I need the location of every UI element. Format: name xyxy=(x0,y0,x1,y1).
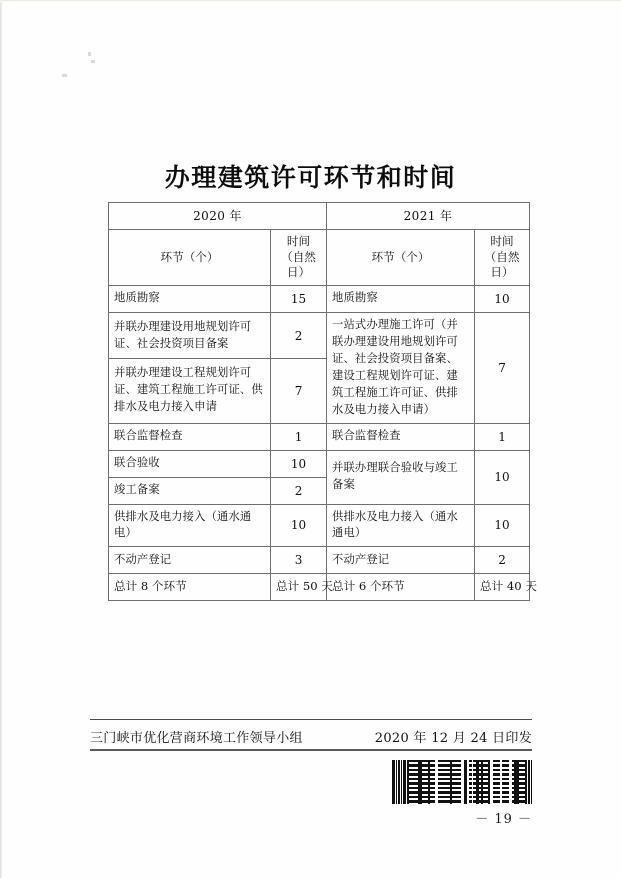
footer-issue-date: 2020 年 12 月 24 日印发 xyxy=(374,730,532,746)
stage-2020: 并联办理建设工程规划许可证、建筑工程施工许可证、供排水及电力接入申请 xyxy=(109,359,271,423)
header-time-2021-line1: 时间 xyxy=(490,234,514,248)
table-row xyxy=(109,504,530,547)
header-time-2020-line1: 时间 xyxy=(286,234,311,248)
table-row xyxy=(109,450,530,477)
footer-organization: 三门峡市优化营商环境工作领导小组 xyxy=(90,730,303,746)
scan-edge-top xyxy=(0,0,621,2)
header-year-2020: 2020 年 xyxy=(109,203,327,230)
days-2021: 1 xyxy=(475,423,530,450)
permit-process-table-wrapper xyxy=(108,202,537,601)
stage-2021-merged: 并联办理联合验收与竣工备案 xyxy=(327,450,475,504)
scan-artifact-speck xyxy=(62,74,67,77)
stage-2020: 联合验收 xyxy=(109,450,271,477)
table-header-sub-row xyxy=(109,230,530,286)
footer-divider-bottom xyxy=(90,749,532,751)
days-2020: 2 xyxy=(271,312,327,358)
days-2020: 10 xyxy=(271,450,327,477)
table-row xyxy=(109,423,530,450)
permit-process-table xyxy=(108,202,537,601)
scan-artifact-speck xyxy=(88,52,91,56)
header-stage-2021: 环节（个） xyxy=(327,230,475,286)
stage-2020: 地质勘察 xyxy=(109,285,271,312)
stage-2020: 竣工备案 xyxy=(109,477,271,504)
days-2020: 3 xyxy=(271,547,327,574)
stage-2020: 联合监督检查 xyxy=(109,423,271,450)
page-title: 办理建筑许可环节和时间 xyxy=(164,163,457,192)
summary-stages-2021: 总计 6 个环节 xyxy=(327,574,475,600)
stage-2021: 供排水及电力接入（通水通电） xyxy=(327,504,475,547)
table-row xyxy=(109,312,530,358)
days-2021-merged: 10 xyxy=(475,450,530,504)
days-2021: 10 xyxy=(475,285,530,312)
days-2020: 10 xyxy=(271,504,327,547)
summary-stages-2020: 总计 8 个环节 xyxy=(109,574,271,600)
header-time-2020-line2: （自然日） xyxy=(281,249,316,280)
footer-divider-top xyxy=(90,719,532,720)
stage-2021: 联合监督检查 xyxy=(327,423,475,450)
stage-2020: 供排水及电力接入（通水通电） xyxy=(109,504,271,547)
stage-2021: 不动产登记 xyxy=(327,547,475,574)
table-header-year-row xyxy=(109,203,530,230)
footer xyxy=(90,724,532,748)
days-2020: 15 xyxy=(271,285,327,312)
header-time-2021-line2: （自然日） xyxy=(484,249,520,280)
days-2021: 2 xyxy=(475,547,530,574)
days-2020: 1 xyxy=(271,423,327,450)
header-year-2021: 2021 年 xyxy=(327,203,530,230)
page-number: － 19 － xyxy=(475,812,532,827)
table-summary-row xyxy=(109,574,530,600)
scan-edge-left xyxy=(0,0,3,878)
table-row xyxy=(109,547,530,574)
days-2020: 2 xyxy=(271,477,327,504)
days-2020: 7 xyxy=(271,359,327,423)
header-time-2020 xyxy=(271,230,327,286)
pdf417-barcode xyxy=(392,760,532,804)
summary-days-2021: 总计 40 天 xyxy=(475,574,530,600)
days-2021-merged: 7 xyxy=(475,312,530,423)
stage-2021: 地质勘察 xyxy=(327,285,475,312)
table-row xyxy=(109,285,530,312)
summary-days-2020: 总计 50 天 xyxy=(271,574,327,600)
header-stage-2020: 环节（个） xyxy=(109,230,271,286)
stage-2020: 并联办理建设用地规划许可证、社会投资项目备案 xyxy=(109,312,271,358)
days-2021: 10 xyxy=(475,504,530,547)
scan-artifact-speck xyxy=(91,60,95,63)
stage-2020: 不动产登记 xyxy=(109,547,271,574)
stage-2021-merged: 一站式办理施工许可（并联办理建设用地规划许可证、社会投资项目备案、建设工程规划许可证、建筑工程施工许可证、供排水及电力接入申请） xyxy=(327,312,475,423)
header-time-2021 xyxy=(475,230,530,286)
